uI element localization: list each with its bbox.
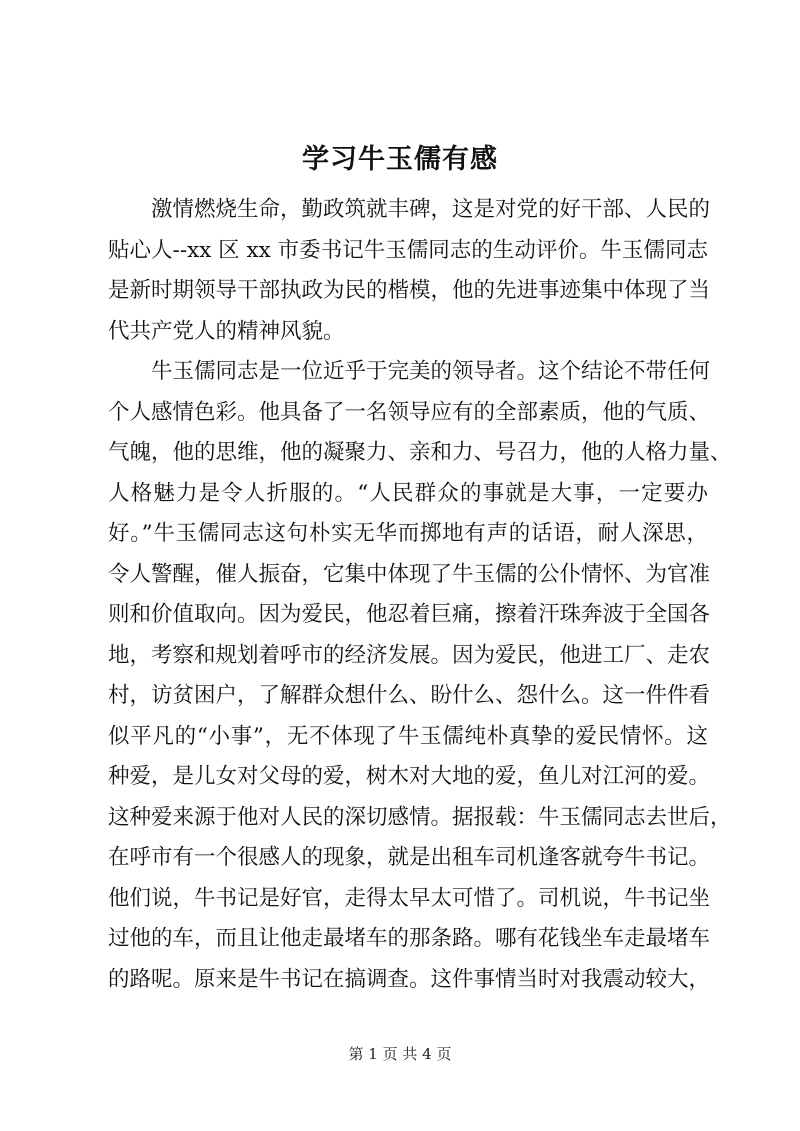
text-line: 这种爱来源于他对人民的深切感情。据报载：牛玉儒同志去世后， bbox=[108, 804, 732, 830]
document-title: 学习牛玉儒有感 bbox=[302, 144, 498, 175]
document-body bbox=[108, 190, 732, 1000]
text-line: 他们说，牛书记是好官，走得太早太可惜了。司机说，牛书记坐 bbox=[108, 885, 711, 911]
text-line: 似平凡的“小事”，无不体现了牛玉儒纯朴真挚的爱民情怀。这 bbox=[108, 723, 708, 749]
text-line: 过他的车，而且让他走最堵车的那条路。哪有花钱坐车走最堵车 bbox=[108, 926, 711, 951]
text-line: 代共产党人的精神风貌。 bbox=[108, 318, 345, 344]
text-line: 村，访贫困户，了解群众想什么、盼什么、怨什么。这一件件看 bbox=[108, 683, 711, 708]
text-line: 令人警醒，催人振奋，它集中体现了牛玉儒的公仆情怀、为官准 bbox=[108, 561, 711, 587]
text-line: 种爱，是儿女对父母的爱，树木对大地的爱，鱼儿对江河的爱。 bbox=[108, 764, 711, 789]
text-line: 则和价值取向。因为爱民，他忍着巨痛，擦着汗珠奔波于全国各 bbox=[108, 602, 711, 627]
text-line: 是新时期领导干部执政为民的楷模，他的先进事迹集中体现了当 bbox=[108, 278, 711, 303]
text-line: 好。”牛玉儒同志这句朴实无华而掷地有声的话语，耐人深思， bbox=[108, 521, 708, 546]
text-line: 气魄，他的思维，他的凝聚力、亲和力、号召力，他的人格力量、 bbox=[108, 440, 732, 465]
text-line: 在呼市有一个很感人的现象，就是出租车司机逢客就夸牛书记。 bbox=[108, 845, 711, 870]
text-line: 牛玉儒同志是一位近乎于完美的领导者。这个结论不带任何 bbox=[151, 359, 711, 384]
text-line: 的路呢。原来是牛书记在搞调查。这件事情当时对我震动较大， bbox=[108, 966, 711, 992]
text-line: 人格魅力是令人折服的。“人民群众的事就是大事，一定要办 bbox=[108, 480, 708, 506]
text-line: 个人感情色彩。他具备了一名领导应有的全部素质，他的气质、 bbox=[108, 399, 711, 425]
text-line: 贴心人--xx 区 xx 市委书记牛玉儒同志的生动评价。牛玉儒同志 bbox=[108, 237, 708, 263]
text-line: 地，考察和规划着呼市的经济发展。因为爱民，他进工厂、走农 bbox=[108, 642, 711, 668]
page-footer: 第 1 页 共 4 页 bbox=[348, 1045, 452, 1063]
text-line: 激情燃烧生命，勤政筑就丰碑，这是对党的好干部、人民的 bbox=[151, 197, 711, 222]
